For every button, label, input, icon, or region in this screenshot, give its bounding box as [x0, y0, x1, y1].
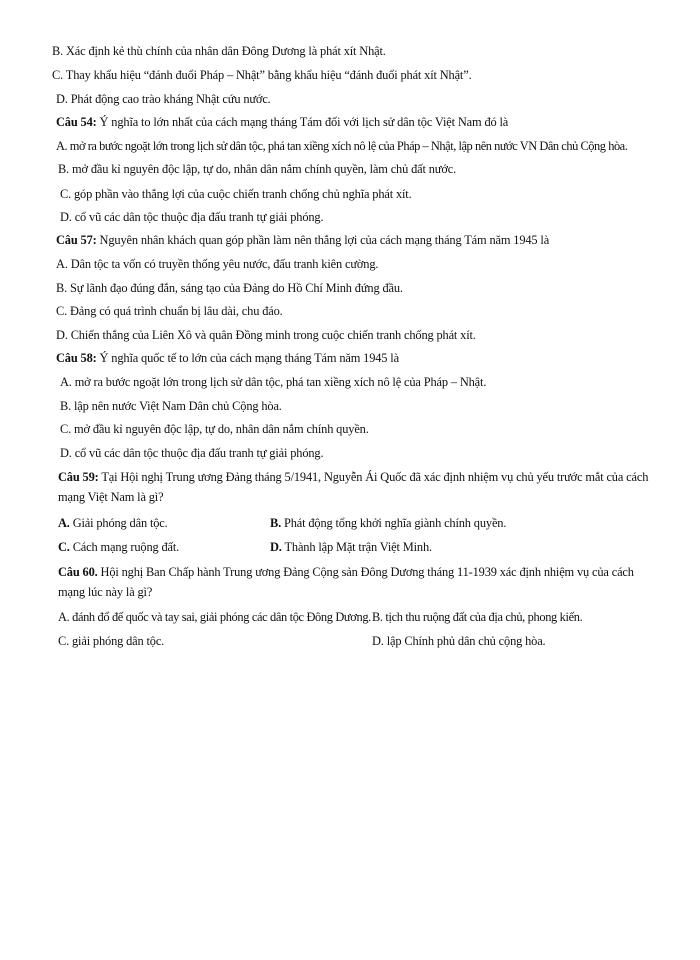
question-text: Tại Hội nghị Trung ương Đảng tháng 5/1941, Nguyễn Ái Quốc đã xác định nhiệm vụ chủ yếu trước mắt của cách mạng Việt Nam là gì?: [58, 470, 649, 504]
option-text: Thành lập Mặt trận Việt Minh.: [281, 540, 432, 554]
option-key: B.: [270, 516, 282, 530]
option-a: [58, 515, 168, 531]
option-b: B. Xác định kẻ thù chính của nhân dân Đông Dương là phát xít Nhật.: [52, 44, 386, 58]
question-label: Câu 54:: [56, 115, 97, 129]
option-key: C.: [58, 540, 70, 554]
question-54: [56, 114, 508, 130]
question-58: [56, 350, 399, 366]
question-60: [58, 562, 648, 602]
question-text: Ý nghĩa to lớn nhất của cách mạng tháng Tám đối với lịch sử dân tộc Việt Nam đó là: [96, 115, 509, 129]
question-59: [58, 467, 658, 507]
option-c: C. góp phần vào thắng lợi của cuộc chiến tranh chống chủ nghĩa phát xít.: [60, 187, 412, 201]
option-c: [58, 539, 179, 555]
option-b: B. tịch thu ruộng đất của địa chủ, phong kiến.: [372, 610, 583, 624]
option-text: Giải phóng dân tộc.: [69, 516, 168, 530]
option-d: D. lập Chính phủ dân chủ cộng hòa.: [372, 634, 546, 648]
option-d: D. Phát động cao trào kháng Nhật cứu nước.: [56, 92, 271, 106]
option-text: Phát động tổng khởi nghĩa giành chính quyền.: [281, 516, 507, 530]
question-label: Câu 60.: [58, 565, 98, 579]
question-text: Hội nghị Ban Chấp hành Trung ương Đảng Cộng sản Đông Dương tháng 11-1939 xác định nhiệm vụ của cách mạng lúc này là gì?: [58, 565, 634, 599]
option-a: A. mở ra bước ngoặt lớn trong lịch sử dân tộc, phá tan xiềng xích nô lệ của Pháp – Nhật.: [60, 375, 487, 389]
option-key: D.: [270, 540, 282, 554]
option-c: C. Đảng có quá trình chuẩn bị lâu dài, chu đáo.: [56, 304, 283, 318]
option-a: A. mở ra bước ngoặt lớn trong lịch sử dân tộc, phá tan xiềng xích nô lệ của Pháp – Nhật, lập nên nước VN Dân chủ Cộng hòa.: [56, 139, 628, 153]
question-label: Câu 58:: [56, 351, 97, 365]
option-d: [270, 539, 432, 555]
question-label: Câu 57:: [56, 233, 97, 247]
option-c: C. Thay khẩu hiệu “đánh đuổi Pháp – Nhật” bằng khẩu hiệu “đánh đuổi phát xít Nhật”.: [52, 68, 472, 82]
option-c: C. mở đầu kỉ nguyên độc lập, tự do, nhân dân nắm chính quyền.: [60, 422, 369, 436]
option-c: C. giải phóng dân tộc.: [58, 634, 165, 648]
option-a: A. đánh đổ đế quốc và tay sai, giải phóng các dân tộc Đông Dương.: [58, 610, 371, 624]
option-text: Cách mạng ruộng đất.: [69, 540, 180, 554]
option-a: A. Dân tộc ta vốn có truyền thống yêu nước, đấu tranh kiên cường.: [56, 257, 379, 271]
option-b: [270, 515, 506, 531]
question-57: [56, 232, 549, 248]
option-d: D. cổ vũ các dân tộc thuộc địa đấu tranh tự giải phóng.: [60, 446, 324, 460]
option-d: D. cổ vũ các dân tộc thuộc địa đấu tranh tự giải phóng.: [60, 210, 324, 224]
option-b: B. mở đầu kỉ nguyên độc lập, tự do, nhân dân nắm chính quyền, làm chủ đất nước.: [58, 162, 457, 176]
question-label: Câu 59:: [58, 470, 99, 484]
option-b: B. lập nên nước Việt Nam Dân chủ Cộng hòa.: [60, 399, 282, 413]
question-text: Nguyên nhân khách quan góp phần làm nên thắng lợi của cách mạng tháng Tám năm 1945 là: [96, 233, 550, 247]
option-d: D. Chiến thắng của Liên Xô và quân Đồng minh trong cuộc chiến tranh chống phát xít.: [56, 328, 476, 342]
option-key: A.: [58, 516, 70, 530]
question-text: Ý nghĩa quốc tế to lớn của cách mạng tháng Tám năm 1945 là: [96, 351, 399, 365]
option-b: B. Sự lãnh đạo đúng đắn, sáng tạo của Đảng do Hồ Chí Minh đứng đầu.: [56, 281, 403, 295]
